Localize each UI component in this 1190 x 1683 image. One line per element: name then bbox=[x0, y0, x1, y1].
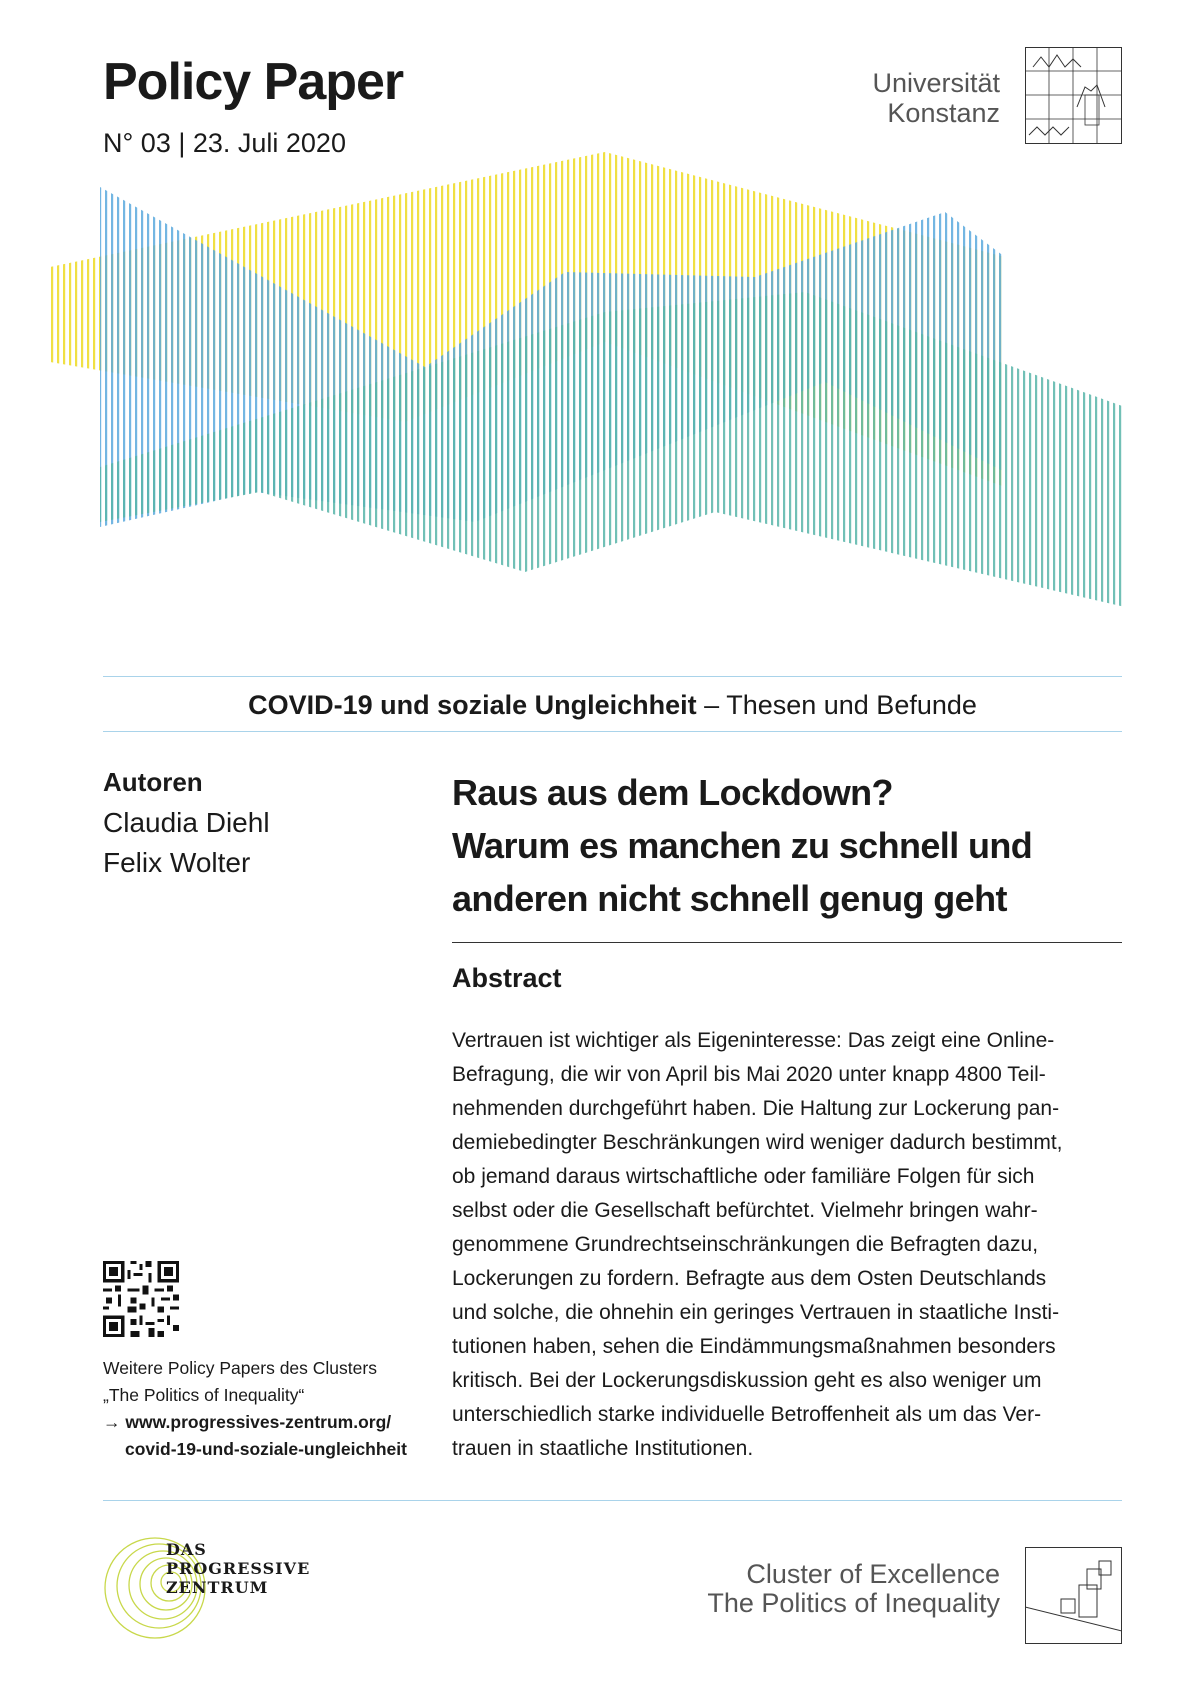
more-papers-info bbox=[103, 1355, 407, 1463]
dpz-line: DAS bbox=[166, 1540, 207, 1559]
university-name bbox=[872, 68, 1000, 128]
cluster-logo-icon bbox=[1025, 1547, 1122, 1644]
author-name: Felix Wolter bbox=[103, 847, 251, 878]
headline-separator bbox=[452, 942, 1122, 943]
more-papers-link-continued[interactable]: covid-19-und-soziale-ungleichheit bbox=[125, 1439, 407, 1459]
headline-line: Warum es manchen zu schnell und bbox=[452, 825, 1033, 866]
issue-date: N° 03 | 23. Juli 2020 bbox=[103, 128, 346, 158]
cluster-line2: The Politics of Inequality bbox=[707, 1588, 1000, 1618]
dpz-line: PROGRESSIVE bbox=[166, 1559, 311, 1578]
more-papers-line2: „The Politics of Inequality“ bbox=[103, 1385, 305, 1405]
abstract-line: tutionen haben, sehen die Eindämmungsmaßnahmen besonders bbox=[452, 1335, 1056, 1358]
author-name: Claudia Diehl bbox=[103, 807, 270, 838]
abstract-line: Lockerungen zu fordern. Befragte aus dem Osten Deutschlands bbox=[452, 1267, 1047, 1290]
abstract-text bbox=[452, 1024, 1132, 1466]
divider-top bbox=[103, 676, 1122, 677]
cover-graphic bbox=[45, 152, 1135, 662]
series-topic bbox=[103, 690, 1122, 721]
university-name-line2: Konstanz bbox=[887, 98, 1000, 128]
abstract-line: kritisch. Bei der Lockerungsdiskussion geht es also weniger um bbox=[452, 1369, 1042, 1392]
more-papers-line1: Weitere Policy Papers des Clusters bbox=[103, 1358, 377, 1378]
cluster-line1: Cluster of Excellence bbox=[746, 1559, 1000, 1589]
abstract-line: unterschiedlich starke individuelle Betroffenheit als um das Ver- bbox=[452, 1403, 1042, 1426]
authors-heading: Autoren bbox=[103, 767, 203, 797]
more-papers-link[interactable]: → www.progressives-zentrum.org/ bbox=[103, 1412, 392, 1432]
abstract-line: nehmenden durchgeführt haben. Die Haltung zur Lockerung pan- bbox=[452, 1097, 1060, 1120]
abstract-line: und solche, die ohnehin ein geringes Vertrauen in staatliche Insti- bbox=[452, 1301, 1060, 1324]
abstract-heading: Abstract bbox=[452, 963, 562, 993]
abstract-line: Vertrauen ist wichtiger als Eigeninteresse: Das zeigt eine Online- bbox=[452, 1029, 1055, 1052]
page-title: Policy Paper bbox=[103, 53, 404, 111]
footer-divider bbox=[103, 1500, 1122, 1501]
abstract-line: Befragung, die wir von April bis Mai 2020 unter knapp 4800 Teil- bbox=[452, 1063, 1046, 1086]
abstract-line: demiebedingter Beschränkungen wird weniger dadurch bestimmt, bbox=[452, 1131, 1063, 1154]
abstract-line: ob jemand daraus wirtschaftliche oder familiäre Folgen für sich bbox=[452, 1165, 1035, 1188]
university-name-line1: Universität bbox=[872, 68, 1000, 98]
series-topic-bold: COVID-19 und soziale Ungleichheit bbox=[248, 690, 697, 720]
qr-code-icon[interactable] bbox=[103, 1261, 179, 1337]
headline-line: anderen nicht schnell genug geht bbox=[452, 878, 1007, 919]
series-topic-rest: – Thesen und Befunde bbox=[696, 690, 977, 720]
abstract-line: selbst oder die Gesellschaft befürchtet. Vielmehr bringen wahr- bbox=[452, 1199, 1038, 1222]
dpz-line: ZENTRUM bbox=[166, 1578, 269, 1597]
abstract-line: genommene Grundrechtseinschränkungen die Befragten dazu, bbox=[452, 1233, 1039, 1256]
university-logo-icon bbox=[1025, 47, 1122, 144]
divider-bottom bbox=[103, 731, 1122, 732]
headline-line: Raus aus dem Lockdown? bbox=[452, 772, 893, 813]
progressive-zentrum-wordmark bbox=[166, 1540, 310, 1597]
cluster-name bbox=[707, 1560, 1000, 1618]
abstract-line: trauen in staatliche Institutionen. bbox=[452, 1437, 754, 1460]
paper-headline bbox=[452, 766, 1132, 925]
